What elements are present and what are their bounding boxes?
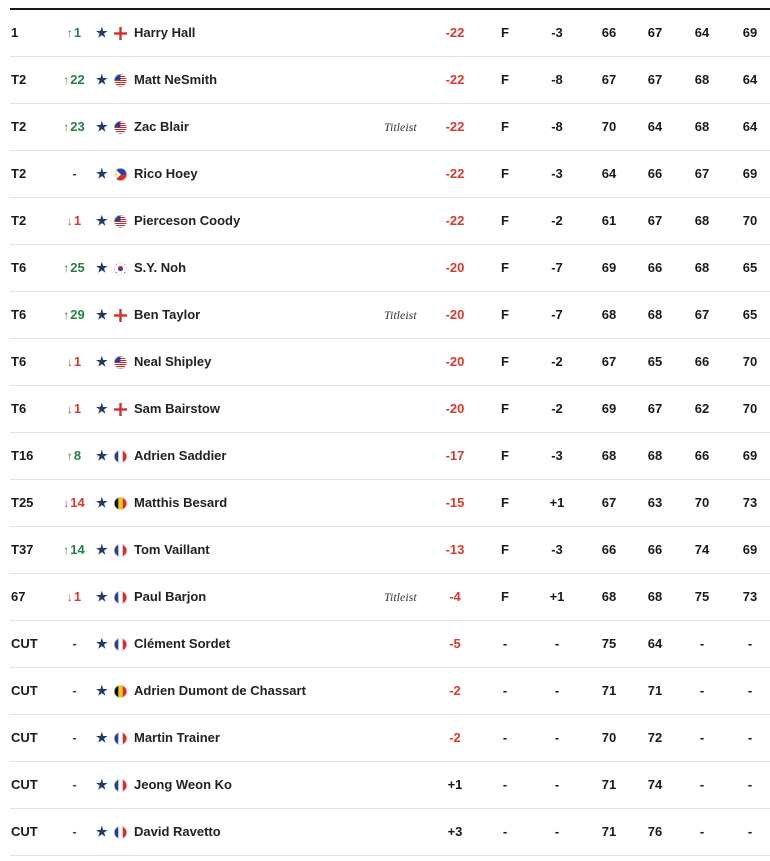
movement-value: - bbox=[72, 683, 77, 698]
usa-flag-icon bbox=[114, 74, 127, 87]
round-1-score: 67 bbox=[601, 72, 617, 87]
movement-arrow-icon: ↓ bbox=[66, 402, 73, 416]
leaderboard-row[interactable] bbox=[10, 10, 770, 57]
france-flag-icon bbox=[114, 826, 127, 839]
thru: F bbox=[501, 589, 509, 604]
round-4-score: 70 bbox=[742, 401, 758, 416]
leaderboard-row[interactable] bbox=[10, 621, 770, 668]
round-2-score: 67 bbox=[647, 401, 663, 416]
thru: F bbox=[501, 213, 509, 228]
favorite-star-icon[interactable]: ★ bbox=[96, 777, 108, 792]
leaderboard-row[interactable] bbox=[10, 104, 770, 151]
round-2-score: 67 bbox=[647, 25, 663, 40]
thru: F bbox=[501, 260, 509, 275]
round-1-score: 69 bbox=[601, 260, 617, 275]
round-1-score: 67 bbox=[601, 495, 617, 510]
position-movement bbox=[62, 527, 86, 573]
round-4-score: 65 bbox=[742, 307, 758, 322]
round-3-score: 68 bbox=[694, 213, 710, 228]
movement-arrow-icon: ↑ bbox=[63, 261, 70, 275]
round-3-score: 66 bbox=[694, 448, 710, 463]
philippines-flag-icon bbox=[114, 168, 127, 181]
player-name[interactable]: Matthis Besard bbox=[134, 495, 228, 510]
today-score: -3 bbox=[551, 25, 563, 40]
position-movement bbox=[62, 621, 86, 667]
player-name[interactable]: Adrien Saddier bbox=[134, 448, 227, 463]
thru: F bbox=[501, 25, 509, 40]
thru: F bbox=[501, 354, 509, 369]
movement-arrow-icon: ↑ bbox=[63, 73, 70, 87]
position: CUT bbox=[11, 683, 38, 698]
round-2-score: 76 bbox=[647, 824, 663, 839]
round-3-score: - bbox=[699, 730, 705, 745]
round-1-score: 71 bbox=[601, 824, 617, 839]
round-3-score: 68 bbox=[694, 72, 710, 87]
round-2-score: 65 bbox=[647, 354, 663, 369]
today-score: -3 bbox=[551, 166, 563, 181]
movement-arrow-icon: ↓ bbox=[66, 214, 73, 228]
thru: F bbox=[501, 401, 509, 416]
position-movement bbox=[62, 433, 86, 479]
belgium-flag-icon bbox=[114, 497, 127, 510]
movement-value: 1 bbox=[73, 213, 82, 228]
round-3-score: 66 bbox=[694, 354, 710, 369]
thru: F bbox=[501, 495, 509, 510]
round-3-score: - bbox=[699, 777, 705, 792]
total-score: -5 bbox=[449, 636, 461, 651]
round-1-score: 70 bbox=[601, 730, 617, 745]
round-2-score: 67 bbox=[647, 72, 663, 87]
leaderboard-row[interactable] bbox=[10, 480, 770, 527]
player-name[interactable]: Matt NeSmith bbox=[134, 72, 218, 87]
thru: - bbox=[502, 824, 508, 839]
favorite-star-icon[interactable]: ★ bbox=[96, 448, 108, 463]
leaderboard-row[interactable] bbox=[10, 715, 770, 762]
leaderboard-row[interactable] bbox=[10, 527, 770, 574]
position: 1 bbox=[11, 25, 19, 40]
total-score: -22 bbox=[445, 25, 465, 40]
round-1-score: 68 bbox=[601, 448, 617, 463]
round-2-score: 67 bbox=[647, 213, 663, 228]
usa-flag-icon bbox=[114, 356, 127, 369]
round-2-score: 74 bbox=[647, 777, 663, 792]
thru: - bbox=[502, 636, 508, 651]
total-score: -20 bbox=[445, 401, 465, 416]
round-2-score: 66 bbox=[647, 166, 663, 181]
today-score: - bbox=[554, 824, 560, 839]
today-score: -7 bbox=[551, 260, 563, 275]
round-3-score: 70 bbox=[694, 495, 710, 510]
movement-value: 25 bbox=[70, 260, 85, 275]
position-movement bbox=[62, 668, 86, 714]
today-score: - bbox=[554, 730, 560, 745]
favorite-star-icon[interactable]: ★ bbox=[96, 401, 108, 416]
england-flag-icon bbox=[114, 403, 127, 416]
total-score: -15 bbox=[445, 495, 465, 510]
round-4-score: 70 bbox=[742, 354, 758, 369]
today-score: - bbox=[554, 683, 560, 698]
round-3-score: 64 bbox=[694, 25, 710, 40]
position-movement bbox=[62, 57, 86, 103]
france-flag-icon bbox=[114, 638, 127, 651]
favorite-star-icon[interactable]: ★ bbox=[96, 119, 108, 134]
movement-value: 1 bbox=[73, 589, 82, 604]
round-1-score: 66 bbox=[601, 542, 617, 557]
today-score: -8 bbox=[551, 72, 563, 87]
today-score: - bbox=[554, 777, 560, 792]
thru: F bbox=[501, 72, 509, 87]
position-movement bbox=[62, 151, 86, 197]
position-movement bbox=[62, 715, 86, 761]
position: T16 bbox=[11, 448, 34, 463]
round-1-score: 75 bbox=[601, 636, 617, 651]
round-4-score: 64 bbox=[742, 119, 758, 134]
favorite-star-icon[interactable]: ★ bbox=[96, 354, 108, 369]
position-movement bbox=[62, 198, 86, 244]
round-3-score: 67 bbox=[694, 307, 710, 322]
position-movement bbox=[62, 386, 86, 432]
sponsor-logo: Titleist bbox=[384, 308, 417, 322]
favorite-star-icon[interactable]: ★ bbox=[96, 683, 108, 698]
player-name[interactable]: Rico Hoey bbox=[134, 166, 198, 181]
player-name[interactable]: Ben Taylor bbox=[134, 307, 201, 322]
position-movement bbox=[62, 104, 86, 150]
thru: F bbox=[501, 307, 509, 322]
position-movement bbox=[62, 809, 86, 855]
movement-value: 23 bbox=[70, 119, 85, 134]
total-score: -2 bbox=[449, 683, 461, 698]
round-4-score: - bbox=[747, 824, 753, 839]
round-2-score: 71 bbox=[647, 683, 663, 698]
player-name[interactable]: Adrien Dumont de Chassart bbox=[134, 683, 306, 698]
thru: - bbox=[502, 683, 508, 698]
round-4-score: - bbox=[747, 683, 753, 698]
today-score: -2 bbox=[551, 354, 563, 369]
total-score: -17 bbox=[445, 448, 465, 463]
round-4-score: 65 bbox=[742, 260, 758, 275]
round-4-score: - bbox=[747, 730, 753, 745]
leaderboard-row[interactable] bbox=[10, 57, 770, 104]
total-score: -4 bbox=[449, 589, 461, 604]
korea-flag-icon bbox=[114, 262, 127, 275]
player-name[interactable]: Harry Hall bbox=[134, 25, 196, 40]
movement-arrow-icon: ↑ bbox=[63, 120, 70, 134]
round-2-score: 66 bbox=[647, 542, 663, 557]
leaderboard-row[interactable] bbox=[10, 386, 770, 433]
position-movement bbox=[62, 339, 86, 385]
favorite-star-icon[interactable]: ★ bbox=[96, 495, 108, 510]
movement-arrow-icon: ↑ bbox=[66, 449, 73, 463]
movement-arrow-icon: ↑ bbox=[63, 308, 70, 322]
position: T2 bbox=[11, 166, 27, 181]
round-3-score: 68 bbox=[694, 260, 710, 275]
round-2-score: 68 bbox=[647, 448, 663, 463]
round-4-score: 69 bbox=[742, 25, 758, 40]
favorite-star-icon[interactable]: ★ bbox=[96, 636, 108, 651]
player-name[interactable]: Tom Vaillant bbox=[134, 542, 210, 557]
favorite-star-icon[interactable]: ★ bbox=[96, 260, 108, 275]
thru: F bbox=[501, 542, 509, 557]
round-4-score: 70 bbox=[742, 213, 758, 228]
favorite-star-icon[interactable]: ★ bbox=[96, 25, 108, 40]
movement-arrow-icon: ↓ bbox=[66, 590, 73, 604]
movement-value: - bbox=[72, 824, 77, 839]
position: T6 bbox=[11, 260, 27, 275]
movement-arrow-icon: ↓ bbox=[63, 496, 70, 510]
movement-value: 14 bbox=[70, 495, 85, 510]
round-4-score: 73 bbox=[742, 589, 758, 604]
position: CUT bbox=[11, 777, 38, 792]
round-4-score: 64 bbox=[742, 72, 758, 87]
thru: F bbox=[501, 166, 509, 181]
thru: F bbox=[501, 448, 509, 463]
round-1-score: 71 bbox=[601, 777, 617, 792]
today-score: +1 bbox=[549, 495, 565, 510]
favorite-star-icon[interactable]: ★ bbox=[96, 589, 108, 604]
round-3-score: 67 bbox=[694, 166, 710, 181]
england-flag-icon bbox=[114, 27, 127, 40]
position: CUT bbox=[11, 824, 38, 839]
favorite-star-icon[interactable]: ★ bbox=[96, 542, 108, 557]
round-2-score: 64 bbox=[647, 636, 663, 651]
thru: - bbox=[502, 777, 508, 792]
position-movement bbox=[62, 10, 86, 56]
player-name[interactable]: Paul Barjon bbox=[134, 589, 207, 604]
total-score: -20 bbox=[445, 260, 465, 275]
position: 67 bbox=[11, 589, 26, 604]
round-4-score: 69 bbox=[742, 448, 758, 463]
round-4-score: 69 bbox=[742, 166, 758, 181]
round-4-score: - bbox=[747, 636, 753, 651]
round-1-score: 69 bbox=[601, 401, 617, 416]
movement-value: 29 bbox=[70, 307, 85, 322]
position: T2 bbox=[11, 72, 27, 87]
round-3-score: 75 bbox=[694, 589, 710, 604]
leaderboard-row[interactable] bbox=[10, 574, 770, 621]
favorite-star-icon[interactable]: ★ bbox=[96, 72, 108, 87]
today-score: -3 bbox=[551, 542, 563, 557]
france-flag-icon bbox=[114, 732, 127, 745]
round-2-score: 68 bbox=[647, 589, 663, 604]
france-flag-icon bbox=[114, 450, 127, 463]
france-flag-icon bbox=[114, 591, 127, 604]
england-flag-icon bbox=[114, 309, 127, 322]
position: T2 bbox=[11, 213, 27, 228]
leaderboard-row[interactable] bbox=[10, 668, 770, 715]
leaderboard-row[interactable] bbox=[10, 433, 770, 480]
leaderboard-row[interactable] bbox=[10, 151, 770, 198]
total-score: -22 bbox=[445, 213, 465, 228]
movement-arrow-icon: ↓ bbox=[66, 355, 73, 369]
france-flag-icon bbox=[114, 779, 127, 792]
sponsor-logo: Titleist bbox=[384, 120, 417, 134]
position-movement bbox=[62, 762, 86, 808]
player-name[interactable]: Clément Sordet bbox=[134, 636, 231, 651]
round-3-score: 68 bbox=[694, 119, 710, 134]
player-name[interactable]: David Ravetto bbox=[134, 824, 221, 839]
leaderboard-row[interactable] bbox=[10, 292, 770, 339]
round-2-score: 68 bbox=[647, 307, 663, 322]
leaderboard-row[interactable] bbox=[10, 339, 770, 386]
favorite-star-icon[interactable]: ★ bbox=[96, 307, 108, 322]
round-2-score: 72 bbox=[647, 730, 663, 745]
movement-value: 14 bbox=[70, 542, 85, 557]
total-score: -20 bbox=[445, 354, 465, 369]
round-1-score: 68 bbox=[601, 589, 617, 604]
position: T37 bbox=[11, 542, 34, 557]
player-name[interactable]: Pierceson Coody bbox=[134, 213, 241, 228]
round-3-score: 74 bbox=[694, 542, 710, 557]
position: CUT bbox=[11, 636, 38, 651]
round-1-score: 68 bbox=[601, 307, 617, 322]
movement-value: 1 bbox=[73, 401, 82, 416]
total-score: -2 bbox=[449, 730, 461, 745]
usa-flag-icon bbox=[114, 121, 127, 134]
round-1-score: 70 bbox=[601, 119, 617, 134]
today-score: -8 bbox=[551, 119, 563, 134]
sponsor-logo: Titleist bbox=[384, 590, 417, 604]
player-name[interactable]: Martin Trainer bbox=[134, 730, 220, 745]
position: T2 bbox=[11, 119, 27, 134]
usa-flag-icon bbox=[114, 215, 127, 228]
today-score: -2 bbox=[551, 213, 563, 228]
favorite-star-icon[interactable]: ★ bbox=[96, 730, 108, 745]
movement-value: 22 bbox=[70, 72, 85, 87]
movement-value: - bbox=[72, 730, 77, 745]
round-1-score: 67 bbox=[601, 354, 617, 369]
movement-value: - bbox=[72, 166, 77, 181]
thru: F bbox=[501, 119, 509, 134]
position-movement bbox=[62, 574, 86, 620]
leaderboard-row[interactable] bbox=[10, 245, 770, 292]
movement-value: 1 bbox=[73, 25, 82, 40]
position-movement bbox=[62, 292, 86, 338]
round-2-score: 63 bbox=[647, 495, 663, 510]
position-movement bbox=[62, 480, 86, 526]
player-name[interactable]: Sam Bairstow bbox=[134, 401, 220, 416]
total-score: -20 bbox=[445, 307, 465, 322]
today-score: +1 bbox=[549, 589, 565, 604]
today-score: -7 bbox=[551, 307, 563, 322]
movement-arrow-icon: ↑ bbox=[66, 26, 73, 40]
player-name[interactable]: Zac Blair bbox=[134, 119, 189, 134]
round-1-score: 71 bbox=[601, 683, 617, 698]
player-name[interactable]: Neal Shipley bbox=[134, 354, 212, 369]
round-1-score: 61 bbox=[601, 213, 617, 228]
movement-value: - bbox=[72, 777, 77, 792]
leaderboard-rows bbox=[0, 10, 770, 856]
player-name[interactable]: S.Y. Noh bbox=[134, 260, 187, 275]
position-movement bbox=[62, 245, 86, 291]
leaderboard-row[interactable] bbox=[10, 198, 770, 245]
round-3-score: - bbox=[699, 824, 705, 839]
thru: - bbox=[502, 730, 508, 745]
movement-value: 8 bbox=[73, 448, 82, 463]
belgium-flag-icon bbox=[114, 685, 127, 698]
total-score: -22 bbox=[445, 72, 465, 87]
today-score: -2 bbox=[551, 401, 563, 416]
round-4-score: 69 bbox=[742, 542, 758, 557]
total-score: +3 bbox=[447, 824, 463, 839]
position: T6 bbox=[11, 401, 27, 416]
total-score: -13 bbox=[445, 542, 465, 557]
favorite-star-icon[interactable]: ★ bbox=[96, 213, 108, 228]
today-score: - bbox=[554, 636, 560, 651]
position: T6 bbox=[11, 307, 27, 322]
leaderboard-row[interactable] bbox=[10, 762, 770, 809]
position: T25 bbox=[11, 495, 34, 510]
today-score: -3 bbox=[551, 448, 563, 463]
position: CUT bbox=[11, 730, 38, 745]
round-4-score: 73 bbox=[742, 495, 758, 510]
movement-value: 1 bbox=[73, 354, 82, 369]
france-flag-icon bbox=[114, 544, 127, 557]
total-score: -22 bbox=[445, 119, 465, 134]
round-3-score: 62 bbox=[694, 401, 710, 416]
round-1-score: 66 bbox=[601, 25, 617, 40]
total-score: -22 bbox=[445, 166, 465, 181]
position: T6 bbox=[11, 354, 27, 369]
movement-value: - bbox=[72, 636, 77, 651]
round-1-score: 64 bbox=[601, 166, 617, 181]
movement-arrow-icon: ↑ bbox=[63, 543, 70, 557]
favorite-star-icon[interactable]: ★ bbox=[96, 166, 108, 181]
favorite-star-icon[interactable]: ★ bbox=[96, 824, 108, 839]
round-3-score: - bbox=[699, 683, 705, 698]
round-2-score: 66 bbox=[647, 260, 663, 275]
total-score: +1 bbox=[447, 777, 463, 792]
round-3-score: - bbox=[699, 636, 705, 651]
round-2-score: 64 bbox=[647, 119, 663, 134]
leaderboard-row[interactable] bbox=[10, 809, 770, 856]
round-4-score: - bbox=[747, 777, 753, 792]
player-name[interactable]: Jeong Weon Ko bbox=[134, 777, 232, 792]
